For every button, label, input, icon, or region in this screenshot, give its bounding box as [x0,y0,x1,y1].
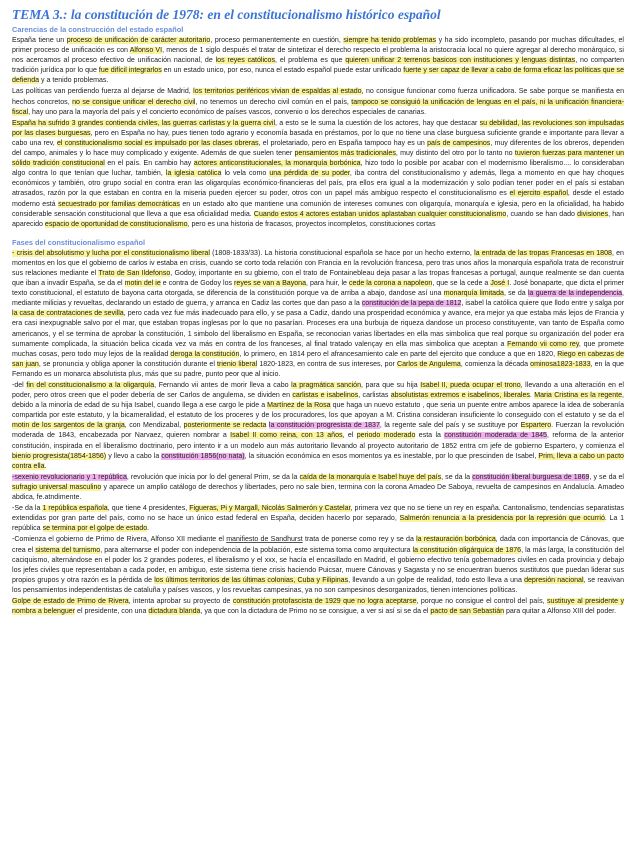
highlighted-text: - crisis del absolutismo y lucha por el constitucionalismo liberal [12,249,210,257]
highlighted-text: Salmerón renuncia a la presidencia por la represión que ocurrió [399,515,605,523]
highlighted-text: constitución 1856(no nata) [161,452,245,460]
text-run: , con Mendizabal, [124,422,184,430]
highlighted-text: Cuando estos 4 actores estaban unidos aplastaban cualquier constitucionalismo [253,210,507,218]
highlighted-text: la restauración borbónica [416,536,496,544]
highlighted-text: constitución liberal burguesa de 1869 [472,473,590,481]
highlighted-text: constitución de la pepa de 1812 [361,300,462,308]
text-run: e contra de Godoy los [160,280,235,288]
highlighted-text: Riego en cabezas de san juan [12,350,625,368]
paragraph [12,535,624,596]
highlighted-text: los últimos territorios de las últimas colonias, Cuba y Filipinas [154,576,349,584]
paragraph [12,473,624,503]
text-run: , Godoy, importante en su gbierno, con el trato de Fontainebleau deja pasar a las tropas francesas a portugal, aunque realmente se dan cuenta que iban a invadir España, se da el [12,269,624,288]
text-run: , para alternarse el poder con independencia de la población, este sistema toma como arquitectura [100,546,413,554]
highlighted-text: la constitución oligárquica de 1876 [412,546,522,554]
highlighted-text: Isabel II como reina, con 13 años [230,432,343,440]
highlighted-text: dictadura blanda [148,608,201,616]
text-run: , dada con importancia de Cánovas, que crea el [12,536,624,554]
text-run: , para huir, le [306,280,349,288]
text-run: , se da [503,290,528,298]
text-run: , la más larga, la constitución del caciquismo, alternándose en el poder los 2 grandes poderes, el liberalismo y el xxx, se hacía el encasillado en Madrid, el gobierno efectivo tenía gobernadores civiles en cada provincia y debajo los jefes civiles que representaban a cada poder, en ambiguo, este sistema tiene crisis haciendo Puicsar, muere Cánovas y Sagasta y no se encuentran buenos sustitutos que puedan liderar sus propios grupos y otra razón es la pérdida de [12,546,624,584]
highlighted-text: bienio progresista(1854-1856) [12,452,107,460]
text-run: , se reavivan los pensamientos independentistas de cataluña y países vascos, y los revueltas campesinas, ya no son campesinos desorganizados, tienen intenciones políticas. [12,576,625,594]
text-run: , comienza la década [460,360,531,368]
text-run: , no tenemos un derecho civil común en el país, [195,98,352,106]
paragraph [12,504,624,534]
highlighted-text: motin del ie [124,280,161,288]
text-run: esta la [415,432,445,440]
highlighted-text: su debilidad, las revoluciones son impulsadas por las clases burguesas [12,119,624,137]
text-run: , revolución que inicia por lo del general Prim, se da la [126,473,300,481]
highlighted-text: 1 república española [42,505,108,513]
text-run: y aparece un amplio catálogo de derechos y libertades, pero no sale bien, termina con la corona Amadeo De Saboya, revuelta de campesinos en Andalucía. Amadeo abdica, fe.atndimente. [12,483,624,502]
text-run: , hizo todo lo posible por acabar con el modernismo liberalismo.... lo consideraban algo contra lo que tenían que luchar, también, [12,160,624,178]
highlighted-text: -sexenio revolucionario y 1 república [12,473,127,481]
text-run: lo vela como [221,170,270,178]
highlighted-text: constitución moderada de 1845 [444,432,547,440]
highlighted-text: Figueras, Pi y Margall, Nicolás Salmerón y Castelar [189,505,351,513]
highlighted-text: una pérdida de su poder [269,170,350,178]
highlighted-text: fin del constitucionalismo a la oligarquía [26,382,155,389]
text-run: , para que su hija [361,382,421,389]
text-run: , proceso permanentemente en cuestión, [210,37,344,44]
text-run: en un estado alto que mantiene una comunión de intereses comunes con oligarquía, monarquía e iglesia, pero en la oficialidad, ha habido considerable sensación constitucional que lleva a que esa oficialidad media. [12,200,624,218]
highlighted-text: trienio liberal [217,360,258,368]
text-run: (1808-1833/33). La historia constitucional española se hace por un hecho externo, [209,249,475,257]
highlighted-text: sustituye al presidente y nombra a belenguer [12,597,624,616]
highlighted-text: secuestrado por familias democráticas [58,200,180,208]
text-run: . La 1 república [12,515,625,533]
highlighted-text: periodo moderado [356,432,416,440]
highlighted-text: la constitución progresista de 1837 [268,422,380,430]
highlighted-text: fuerte y ser capaz de llevar a cabo de forma eficaz las políticas que se defienda [12,67,624,85]
text-run: , ya que con la dictadura de Primo no se consigue, a ver si así si se da el [200,608,431,616]
paragraph [12,597,624,617]
highlighted-text: reyes se van a Bayona [234,280,307,288]
text-run: , cuando se han dado [506,210,578,218]
text-run: , la situación económica en esos momentos ya es inestable, por lo que prescinden de Isabel, [244,452,539,460]
text-run: 1820-1823, en contra de sus intereses, por [257,360,397,368]
text-run: , intenta aprobar su proyecto de [128,597,233,605]
highlighted-text: Espartero [520,422,552,430]
text-run: , se da la [441,473,473,481]
text-run: , se pronuncia y obliga aponer la constitución durante el [38,360,218,368]
highlighted-text: la pragmática sanción [291,382,361,389]
highlighted-text: sufragio universal masculino [12,483,102,491]
text-run: , porque no consigue el control del país, [416,597,548,605]
paragraph [12,119,624,230]
text-run: , reforma de la anterior constitución, inspirada en el liberalismo doctrinario, pero intento ir a un modelo aun más autoritario llevando al proyecto autoritario de 1852 entra cm jefe de gobierno Espartero, y comienza el [12,432,624,450]
text-run: . [147,525,150,533]
highlighted-text: fue difícil integrarlos [98,67,162,75]
text-run: . [529,392,535,400]
text-run: , el [342,432,357,440]
highlighted-text: quieren unificar 2 terrenos basicos con instituciones y lenguas distintas [345,57,576,65]
text-run: , lo primero, en 1814 pero el afrancesamiento cale en parte del ejercito que conduce a que en 1820, [239,350,558,358]
highlighted-text: el ejercito español [509,190,568,198]
text-run: , el problema es que [275,57,346,65]
text-run: , pero en España no hay, pues tienen todo agrario y economía basada en préstamos, por lo que no tiene una clase burguesa suficiente grande e importante para llevar a cabo una rev, [12,129,624,147]
text-run: , hay uno para la mayoría del país y el concierto económico de países vascos, convenio o los derechos especiales de canarias. [28,108,427,116]
highlighted-text: la casa de contrataciones de sevilla [12,310,124,318]
text-run: , han aparecido [12,210,624,228]
text-run: , no comparten tradición jurídica por lo que [12,57,625,75]
text-run: para quitar a Alfonso XIII del poder. [504,608,617,616]
text-run: , primera vez que no se tiene un rey en españa. Cantonalismo, tendencias separatistas extendidas por gran parte del país, como no se hace un único estad federal en España, deciden hacerlo por separado, [12,505,624,523]
highlighted-text: España ha sufrido 3 grandes contienda civiles, las guerras carlistas y la guerra civil [12,119,276,127]
highlighted-text: caída de la monarquía e Isabel huye del país [299,473,442,481]
section-heading-fases: Fases del constitucionalismo español [12,237,146,247]
paragraph [12,87,624,117]
highlighted-text: depresión nacional [524,576,584,584]
highlighted-text: espacio de oportunidad de constitucionalismo [44,220,188,228]
highlighted-text: Alfonso VI [129,47,163,55]
text-run: , Fernando vii antes de morir lleva a cabo [154,382,292,389]
highlighted-text: tuvieron fuerzas para mantener un sólido tradición constitucional [12,150,625,168]
highlighted-text: Martínez de la Rosa [267,402,331,410]
paragraph [12,381,624,472]
highlighted-text: Carlos de Angulema [397,360,461,368]
highlighted-text: actores anticonstitucionales, la monarquía borbónica [193,160,361,168]
highlighted-text: Maria Cristina es la regente [534,392,623,400]
highlighted-text: Prim, lleva a cabo un pacto contra ella [12,452,624,470]
text-run: España tiene un [12,37,67,44]
highlighted-text: Isabel II, pueda ocupar el trono [420,382,521,389]
highlighted-text: siempre ha tenido problemas [343,37,437,44]
text-run: , debido a la minoría de edad de su hija Isabel, cuando llega a ese cargo le pide a [12,392,624,410]
text-run: , y se da el [589,473,624,481]
text-run: . [44,462,47,470]
text-run: , muy distinto del otro por lo tanto no [395,150,515,158]
text-run: , en la que Fernando es un monarca absolutista plus, más que su padre, punto peor que al inicio. [12,360,624,378]
highlighted-text: ominosa1823-1833 [530,360,591,368]
text-run: , muy diferentes de los obreros, dependen del campo, animales y lo hace muy complicado y exigente. Además de que suelen tener [12,139,624,158]
highlighted-text: el constitucionalismo social es impulsado por las clases obreras [56,139,259,147]
text-run: trata de ponerse como rey y se da [302,536,417,544]
highlighted-text: pacto de san Sebastián [430,608,505,616]
text-run: -Comienza el gobierno de Primo de Rivera, Alfonso XII mediante el [12,536,227,544]
text-run: y ha sido incompleto, [436,37,510,44]
highlighted-text: manifiesto de Sandhurst [226,536,303,544]
text-run: , menos de 1 siglo después el tratar de sintetizar el derecho respecto el problema la aristocracia local no quiere agregar al derecho monárquico, si nos acercamos al proceso efectivo de unificación nacional, de [12,47,624,65]
text-run: , isabel la católica quiere que llodo entre y salga por [461,300,624,308]
text-run: , pero es una historia de fracasos, proyectos incompletos, constituciones cortas [187,220,436,228]
highlighted-text: los reyes católicos [215,57,275,65]
text-run: . Fuerzan la revolución moderada de 1843, encabezada por Narvaez, quieren nombrar a [12,422,624,440]
text-run: , llevando a una alteración en el poder, pero otros creen que el poder debería de ser Carlos de angulema, se dividen en [12,382,624,400]
text-run: , no consigue funcionar como fuerza unificadora. Se sabe porque se manifiesta en hechos concretos, [12,88,625,106]
text-run: el presidente, con una [75,608,149,616]
text-run: Las políticas van perdiendo fuerza al dejarse de Madrid, [12,88,194,96]
document-title: TEMA 3.: la constitución de 1978: en el constitucionalismo histórico español [12,7,441,22]
text-run: y a tenido problemas. [39,77,109,85]
text-run: , que promete muchas cosas, pero todo muy lejos de la realidad [12,340,624,358]
highlighted-text: pensamientos más tradicionales [294,150,396,158]
highlighted-text: la entrada de las tropas Francesas en 1808 [474,249,612,257]
highlighted-text: carlistas e isabelinos [292,392,359,400]
text-run: , llevando a un golpe de realidad, todo esto lleva a una [348,576,525,584]
highlighted-text: divisiones [577,210,609,218]
highlighted-text: deroga la constitución [170,350,240,358]
text-run: , en momentos en los que el gobierno de carlos iv estaba en crisis, cuando se corto toda relación con Francia en la revolución francesa, pero tras unos años la monarquía española trata de reconstruir sus relaciones mediante el [12,249,624,277]
highlighted-text: monarquía limitada [443,290,504,298]
highlighted-text: la iglesia católica [165,170,222,178]
highlighted-text: Golpe de estado de Primo de Rivera [12,597,129,605]
text-run: en el país. En cambio hay [104,160,194,168]
text-run: , mediante milicias y revueltas, declarando un estado de guerra, y arranca en Cadiz las cortes que dan paso a la [12,290,624,308]
highlighted-text: tampoco se consiguió la unificación de lenguas en el país, ni la unificación financiera-fiscal [12,98,625,116]
paragraph [12,36,624,86]
section-body-fases [12,249,624,617]
highlighted-text: absolutistas extremos e isabelinos, liberales [390,392,530,400]
text-run: y llevo a cabo la [106,452,162,460]
text-run: , desde el estado moderno está [12,190,624,208]
text-run: , pero cada vez fue más inadecuado para ello, y se pasa a Cadiz, dando una prosperidad económica y avance, era mejor ya que estaba más lejos de Francia y era casi inexpugnable salvo por el mar, que estaban tropas inglesas por lo que no pasarían. Proceses era una burbuja de riqueza dandose un proceso constituyente, van tanto de España como americanos, y el se termina de aprobar la constitución, 1 simbolo del liberalismo en España, se reconocian varias libertades en ella mas simbolica que real porque su organización del poder era sumamente complicada, la situación belica cicada vez va más en contra de los franceses, al final tratado valençay en ella mas simbolica que aceptan a [12,310,624,348]
highlighted-text: no se consigue unificar el derecho civil [72,98,196,106]
text-run: , a esto se le suma la cuestión de los actores, hay que destacar [275,119,480,127]
text-run: , carlistas [358,392,391,400]
highlighted-text: posteriormente se redacta [183,422,267,430]
text-run: , la regente sale del país y se sustituye por [379,422,521,430]
highlighted-text: Fernando vii como rey [507,340,579,348]
text-run: pasando por muchas dificultades, el primer proceso de unificación es con [12,37,624,55]
text-run: . José bonaparte, que dicta el primer texto constitucional, el estatuto de bayona carta otorgada, se diferencia de la constitución porque va de arriba a abajo, dandose así una [12,280,625,298]
section-body-carencias [12,36,624,230]
text-run: , que se la cede a [432,280,491,288]
text-run: , que tiene 4 presidentes, [107,505,190,513]
highlighted-text: país de campesinos [427,139,491,147]
highlighted-text: cede la corona a napoleon [349,280,433,288]
text-run: , iba contra del constitucionalismo y además, llega a momento en que hay choques económicos y también, otro grupo social en contra eran las oligarquías económico-financieras del país, pra ellos era igual a la modernización y solo podían tener poder en el país si estaban atrasados, razón por la que estaban en contra en la miseria pueden ejercer su poder, otros con un papel más ambiguo respecto el constitucionalismo es [12,170,625,198]
highlighted-text: José I [490,280,510,288]
highlighted-text: proceso de unificación de carácter autoritario [66,37,211,44]
text-run: -del [12,382,27,389]
paragraph [12,249,624,380]
section-heading-carencias: Carencias de la construcción del estado español [12,25,184,34]
text-run: , el proletariado, pero en España tampoco hay es un [258,139,428,147]
highlighted-text: los territorios periféricos vivian de espaldas al estado [193,88,362,96]
text-run: -Se da la [12,505,43,513]
highlighted-text: constitución protofascista de 1929 que no logra aceptarse [232,597,417,605]
highlighted-text: la guerra de la independencia [527,290,623,298]
highlighted-text: motin de los sargentos de la granja [12,422,125,430]
text-run: que haga un nuevo estatuto , que seria un puente entre ambos aparece la idea de soberanía compartida por este estatuto, y la bicameralidad, el estatuto de los proceres y de los procuradores, los que apoyan a M. Cristina consideran insuficiente lo conseguido con el estatuto y se da el [12,402,624,420]
highlighted-text: Trato de San Ildefonso [98,269,171,277]
highlighted-text: se termina por el golpe de estado [42,525,148,533]
text-run: en un estado unico, por eso, nunca el estado español puede estar unificado [161,67,404,75]
highlighted-text: sistema del turnismo [35,546,101,554]
